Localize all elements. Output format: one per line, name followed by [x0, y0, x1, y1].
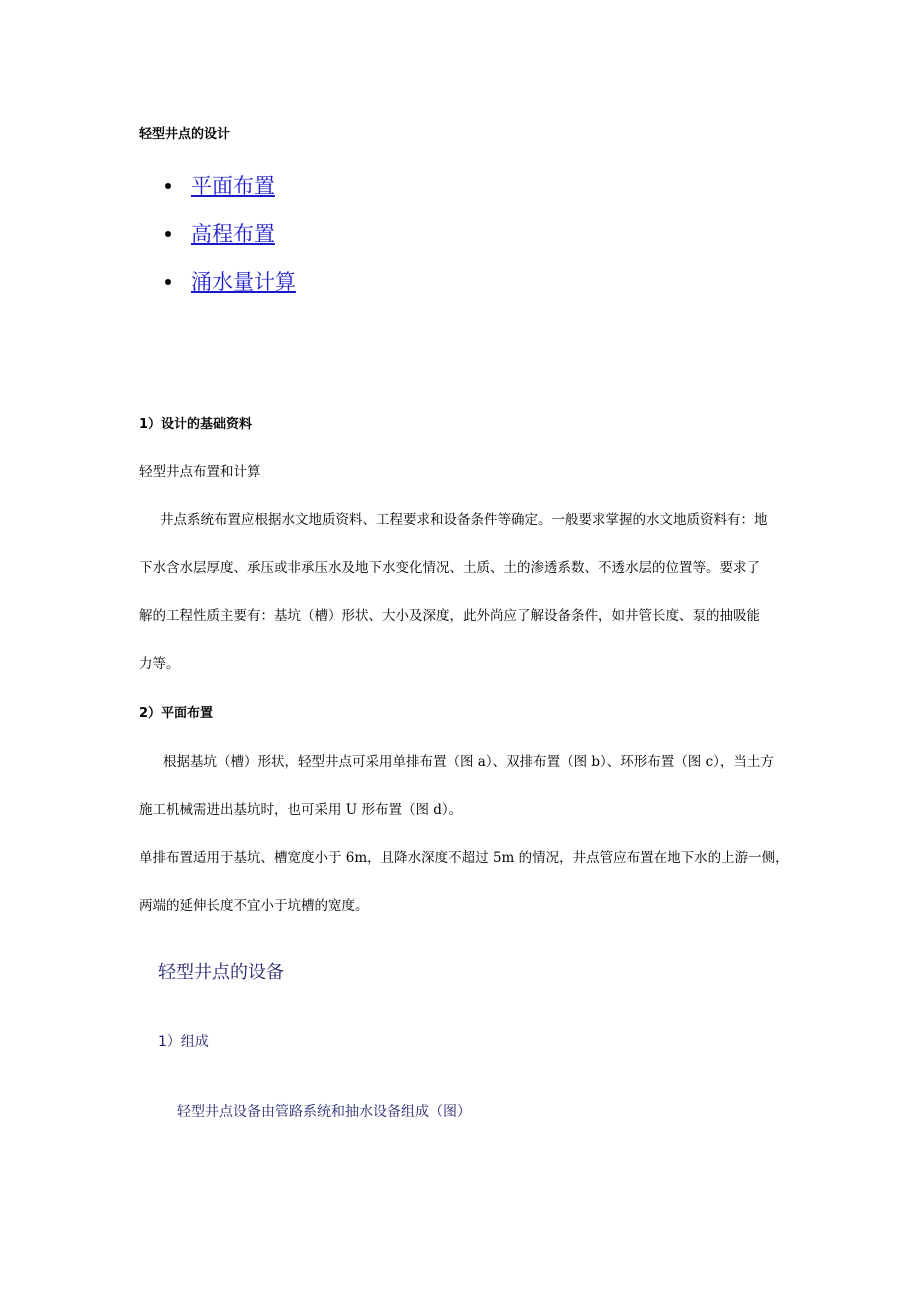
equipment-heading: 轻型井点的设备: [158, 962, 284, 983]
paragraph-line: 根据基坑（槽）形状，轻型井点可采用单排布置（图 a）、双排布置（图 b）、环形布置（图 c），当土方: [163, 754, 774, 770]
toc-link-elevation-layout[interactable]: 高程布置: [191, 222, 275, 246]
paragraph-line: 力等。: [139, 656, 180, 672]
page-title: 轻型井点的设计: [139, 127, 231, 142]
bullet-icon: [165, 231, 171, 237]
paragraph-line: 施工机械需进出基坑时，也可采用 U 形布置（图 d）。: [139, 802, 463, 818]
section-heading-plan-layout: 2）平面布置: [139, 706, 214, 721]
toc-link-water-inflow-calc[interactable]: 涌水量计算: [191, 270, 296, 294]
equipment-subheading: 1）组成: [158, 1034, 209, 1050]
toc-item-plan-layout: [165, 170, 275, 200]
bullet-icon: [165, 183, 171, 189]
section-heading-basic-data: 1）设计的基础资料: [139, 417, 253, 432]
paragraph-line: 两端的延伸长度不宜小于坑槽的宽度。: [139, 898, 369, 914]
paragraph-line: 解的工程性质主要有：基坑（槽）形状、大小及深度，此外尚应了解设备条件，如井管长度、泵的抽吸能: [139, 608, 760, 624]
paragraph-line: 井点系统布置应根据水文地质资料、工程要求和设备条件等确定。一般要求掌握的水文地质资料有：地: [160, 512, 768, 528]
toc-item-water-inflow-calc: [165, 266, 296, 296]
toc-link-plan-layout[interactable]: 平面布置: [191, 174, 275, 198]
section-subheading: 轻型井点布置和计算: [139, 464, 261, 480]
equipment-text: 轻型井点设备由管路系统和抽水设备组成（图）: [177, 1104, 471, 1120]
bullet-icon: [165, 279, 171, 285]
toc-item-elevation-layout: [165, 218, 275, 248]
paragraph-line: 下水含水层厚度、承压或非承压水及地下水变化情况、土质、土的渗透系数、不透水层的位置等。要求了: [139, 560, 760, 576]
paragraph-line: 单排布置适用于基坑、槽宽度小于 6m，且降水深度不超过 5m 的情况，井点管应布置在地下水的上游一侧，: [139, 850, 789, 866]
